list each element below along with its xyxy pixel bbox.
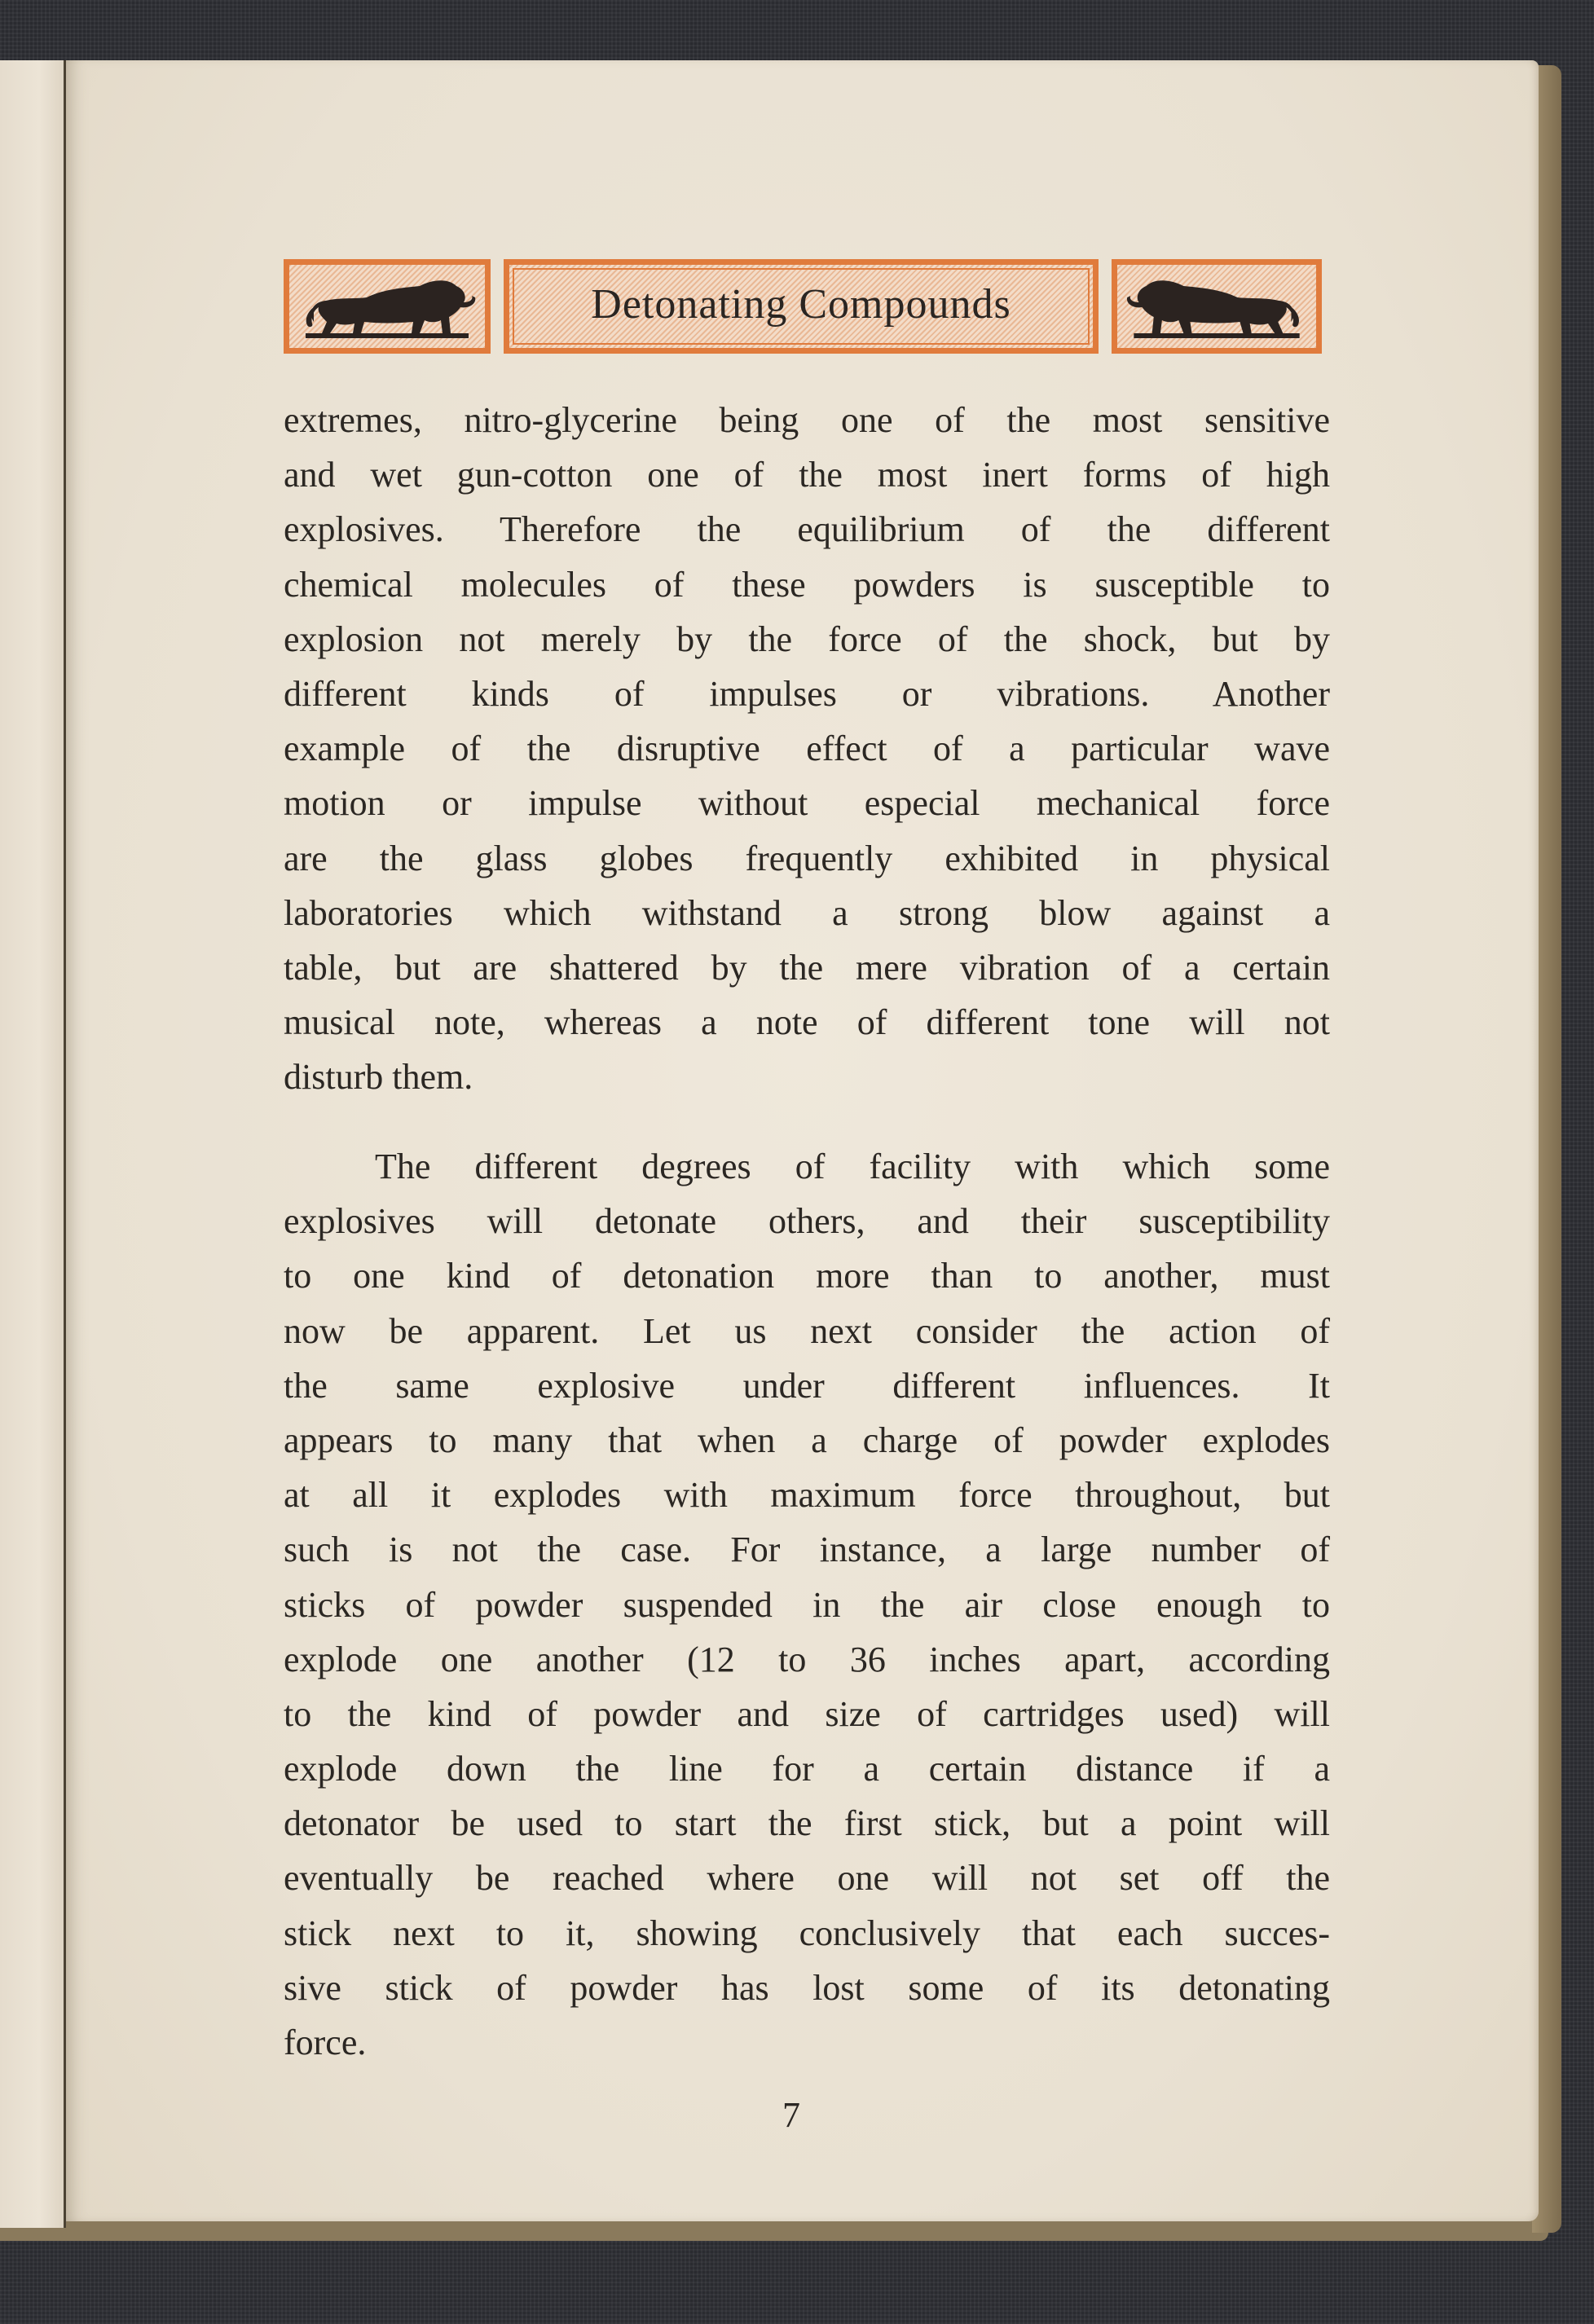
running-header-title: Detonating Compounds (591, 280, 1011, 328)
text-line: force. (284, 2022, 367, 2062)
paragraph-2 (284, 1139, 1330, 2070)
text-line: are the glass globes frequently exhibited in physical (284, 838, 1330, 878)
text-line: table, but are shattered by the mere vibration of a certain (284, 947, 1330, 988)
text-line: explode down the line for a certain distance if a (284, 1749, 1330, 1789)
text-line: laboratories which withstand a strong blow against a (284, 892, 1330, 933)
text-line: such is not the case. For instance, a large number of (284, 1530, 1330, 1570)
text-line: stick next to it, showing conclusively that each succes- (284, 1912, 1330, 1953)
text-line: chemical molecules of these powders is susceptible to (284, 564, 1330, 605)
lion-icon (289, 265, 485, 348)
text-line: sticks of powder suspended in the air close enough to (284, 1584, 1330, 1625)
text-line: different kinds of impulses or vibrations. Another (284, 673, 1330, 714)
text-line: to one kind of detonation more than to another, must (284, 1256, 1330, 1296)
right-ornament-box (1112, 259, 1322, 354)
text-line: the same explosive under different influences. It (284, 1365, 1330, 1406)
text-line: and wet gun-cotton one of the most inert forms of high (284, 455, 1330, 495)
text-line: eventually be reached where one will not set off the (284, 1858, 1330, 1899)
text-line: explode one another (12 to 36 inches apart, according (284, 1639, 1330, 1679)
text-line: sive stick of powder has lost some of its detonating (284, 1967, 1330, 2008)
title-frame (513, 268, 1090, 345)
title-box (504, 259, 1099, 354)
text-line: explosives will detonate others, and their susceptibility (284, 1201, 1330, 1242)
left-ornament-box (284, 259, 491, 354)
text-line: disturb them. (284, 1057, 473, 1098)
text-line: musical note, whereas a note of different tone will not (284, 1002, 1330, 1043)
text-line: The different degrees of facility with which some (375, 1147, 1330, 1186)
text-line: detonator be used to start the first stick, but a point will (284, 1803, 1330, 1844)
text-line: example of the disruptive effect of a particular wave (284, 728, 1330, 769)
text-line: to the kind of powder and size of cartridges used) will (284, 1693, 1330, 1734)
lion-icon (1117, 265, 1316, 348)
text-line: at all it explodes with maximum force throughout, but (284, 1475, 1330, 1516)
text-line: motion or impulse without especial mechanical force (284, 783, 1330, 824)
text-line: explosives. Therefore the equilibrium of the different (284, 509, 1330, 550)
header-banner (0, 259, 1594, 354)
text-line: extremes, nitro-glycerine being one of the most sensitive (284, 400, 1330, 440)
text-line: now be apparent. Let us next consider the action of (284, 1310, 1330, 1351)
paragraph-1 (284, 393, 1330, 1104)
facing-page-edge (0, 60, 65, 2228)
page-number: 7 (782, 2095, 800, 2135)
text-line: explosion not merely by the force of the shock, but by (284, 618, 1330, 659)
text-line: appears to many that when a charge of powder explodes (284, 1419, 1330, 1460)
